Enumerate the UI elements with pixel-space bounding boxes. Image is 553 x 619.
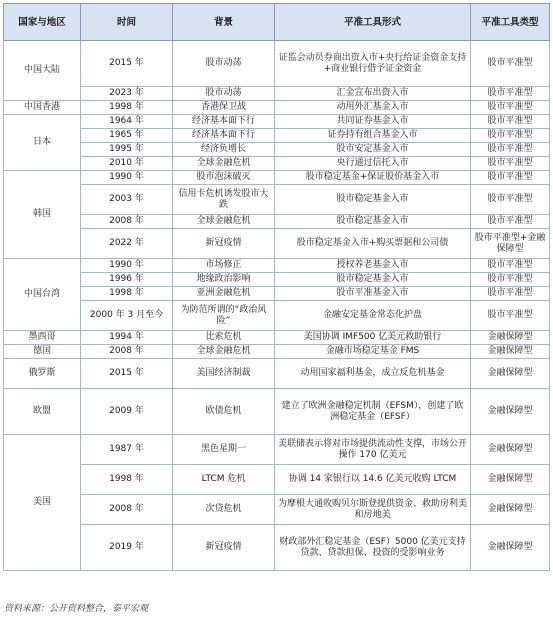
time-cell: 1990 年 <box>81 171 173 185</box>
tool-form-cell: 股市稳定基金入市 <box>275 215 471 229</box>
header-time: 时间 <box>81 4 173 41</box>
table-row <box>4 345 550 359</box>
time-cell: 2000 年 3 月至今 <box>81 301 173 331</box>
time-cell: 2008 年 <box>81 495 173 525</box>
tool-type-cell: 金融保障型 <box>471 525 550 571</box>
background-cell: 股市动荡 <box>173 87 275 101</box>
header-region: 国家与地区 <box>4 4 81 41</box>
table-row <box>4 115 550 129</box>
background-cell: 信用卡危机诱发股市大跌 <box>173 185 275 215</box>
table-row <box>4 301 550 331</box>
tool-form-cell: 协调 14 家银行以 14.6 亿美元收购 LTCM <box>275 465 471 495</box>
tool-form-cell: 建立了欧洲金融稳定机制（EFSM），创建了欧洲稳定基金（EFSF） <box>275 389 471 435</box>
tool-type-cell: 股市平准型+金融保障型 <box>471 229 550 259</box>
tool-type-cell: 股市平准型 <box>471 101 550 115</box>
background-cell: 美国经济制裁 <box>173 359 275 389</box>
time-cell: 1965 年 <box>81 129 173 143</box>
tool-form-cell: 股市稳定基金入市 <box>275 185 471 215</box>
table-row <box>4 171 550 185</box>
tool-type-cell: 股市平准型 <box>471 215 550 229</box>
tool-form-cell: 美国协调 IMF500 亿美元救助银行 <box>275 331 471 345</box>
tool-form-cell: 股市安定基金入市 <box>275 143 471 157</box>
tool-type-cell: 股市平准型 <box>471 41 550 87</box>
region-cell: 俄罗斯 <box>4 359 81 389</box>
time-cell: 1990 年 <box>81 259 173 273</box>
header-tool-form: 平准工具形式 <box>275 4 471 41</box>
background-cell: 欧债危机 <box>173 389 275 435</box>
tool-form-cell: 共同证券基金入市 <box>275 115 471 129</box>
tool-type-cell: 金融保障型 <box>471 495 550 525</box>
time-cell: 1987 年 <box>81 435 173 465</box>
table-row <box>4 435 550 465</box>
tool-type-cell: 股市平准型 <box>471 301 550 331</box>
region-cell: 韩国 <box>4 171 81 259</box>
source-note: 资料来源：公开资料整合，泰平宏观 <box>4 604 149 614</box>
tool-form-cell: 证监会动员券商出资入市+央行给证金资金支持+商业银行借予证金资金 <box>275 41 471 87</box>
table-row <box>4 389 550 435</box>
time-cell: 1998 年 <box>81 101 173 115</box>
tool-type-cell: 股市平准型 <box>471 273 550 287</box>
tool-form-cell: 金融市场稳定基金 FMS <box>275 345 471 359</box>
tool-form-cell: 美联储表示将对市场提供流动性支撑，市场公开操作 170 亿美元 <box>275 435 471 465</box>
tool-type-cell: 金融保障型 <box>471 345 550 359</box>
tool-form-cell: 金融安定基金常态化护盘 <box>275 301 471 331</box>
table-row <box>4 129 550 143</box>
tool-form-cell: 央行通过信托入市 <box>275 157 471 171</box>
tool-type-cell: 股市平准型 <box>471 287 550 301</box>
table-row <box>4 157 550 171</box>
time-cell: 1996 年 <box>81 273 173 287</box>
tool-type-cell: 股市平准型 <box>471 129 550 143</box>
background-cell: 地缘政治影响 <box>173 273 275 287</box>
background-cell: 新冠疫情 <box>173 525 275 571</box>
background-cell: 经济基本面下行 <box>173 115 275 129</box>
tool-type-cell: 股市平准型 <box>471 171 550 185</box>
table-row <box>4 465 550 495</box>
table-row <box>4 525 550 571</box>
time-cell: 1964 年 <box>81 115 173 129</box>
header-tool-type: 平准工具类型 <box>471 4 550 41</box>
table-row <box>4 215 550 229</box>
tool-form-cell: 汇金宣布出资入市 <box>275 87 471 101</box>
table-row <box>4 273 550 287</box>
tool-type-cell: 金融保障型 <box>471 331 550 345</box>
background-cell: 亚洲金融危机 <box>173 287 275 301</box>
time-cell: 2008 年 <box>81 215 173 229</box>
time-cell: 2010 年 <box>81 157 173 171</box>
background-cell: 次贷危机 <box>173 495 275 525</box>
tool-type-cell: 金融保障型 <box>471 465 550 495</box>
table-row <box>4 495 550 525</box>
tool-type-cell: 股市平准型 <box>471 87 550 101</box>
policy-table <box>3 3 550 571</box>
background-cell: 香港保卫战 <box>173 101 275 115</box>
region-cell: 中国大陆 <box>4 41 81 101</box>
time-cell: 1995 年 <box>81 143 173 157</box>
background-cell: 市场修正 <box>173 259 275 273</box>
tool-form-cell: 授权养老基金入市 <box>275 259 471 273</box>
tool-type-cell: 股市平准型 <box>471 157 550 171</box>
background-cell: 股市动荡 <box>173 41 275 87</box>
time-cell: 1994 年 <box>81 331 173 345</box>
background-cell: 全球金融危机 <box>173 215 275 229</box>
table-row <box>4 87 550 101</box>
region-cell: 墨西哥 <box>4 331 81 345</box>
time-cell: 2008 年 <box>81 345 173 359</box>
region-cell: 德国 <box>4 345 81 359</box>
background-cell: 比索危机 <box>173 331 275 345</box>
time-cell: 2023 年 <box>81 87 173 101</box>
region-cell: 欧盟 <box>4 389 81 435</box>
region-cell: 中国台湾 <box>4 259 81 331</box>
time-cell: 1998 年 <box>81 465 173 495</box>
table-row <box>4 229 550 259</box>
table-row <box>4 41 550 87</box>
background-cell: 经济基本面下行 <box>173 129 275 143</box>
tool-form-cell: 股市平准基金入市 <box>275 287 471 301</box>
table-row <box>4 331 550 345</box>
tool-form-cell: 股市稳定基金入市 <box>275 273 471 287</box>
background-cell: 经济负增长 <box>173 143 275 157</box>
table-row <box>4 185 550 215</box>
tool-form-cell: 动用外汇基金入市 <box>275 101 471 115</box>
background-cell: 为防范所谓的“政治风险” <box>173 301 275 331</box>
table-row <box>4 259 550 273</box>
tool-form-cell: 证券持有组合基金入市 <box>275 129 471 143</box>
time-cell: 1998 年 <box>81 287 173 301</box>
tool-type-cell: 金融保障型 <box>471 359 550 389</box>
region-cell: 美国 <box>4 435 81 571</box>
background-cell: 股市泡沫破灭 <box>173 171 275 185</box>
table-header-row <box>4 4 550 41</box>
table-row <box>4 287 550 301</box>
tool-form-cell: 为摩根大通收购贝尔斯登提供资金、救助房利美和房地美 <box>275 495 471 525</box>
time-cell: 2003 年 <box>81 185 173 215</box>
time-cell: 2019 年 <box>81 525 173 571</box>
tool-type-cell: 股市平准型 <box>471 143 550 157</box>
background-cell: 黑色星期一 <box>173 435 275 465</box>
tool-type-cell: 股市平准型 <box>471 115 550 129</box>
tool-type-cell: 股市平准型 <box>471 185 550 215</box>
time-cell: 2022 年 <box>81 229 173 259</box>
tool-type-cell: 金融保障型 <box>471 435 550 465</box>
region-cell: 中国香港 <box>4 101 81 115</box>
tool-type-cell: 股市平准型 <box>471 259 550 273</box>
time-cell: 2015 年 <box>81 359 173 389</box>
table-row <box>4 143 550 157</box>
region-cell: 日本 <box>4 115 81 171</box>
tool-type-cell: 金融保障型 <box>471 389 550 435</box>
tool-form-cell: 股市稳定基金入市+购买票据和公司债 <box>275 229 471 259</box>
header-background: 背景 <box>173 4 275 41</box>
background-cell: 全球金融危机 <box>173 157 275 171</box>
background-cell: 新冠疫情 <box>173 229 275 259</box>
time-cell: 2015 年 <box>81 41 173 87</box>
background-cell: LTCM 危机 <box>173 465 275 495</box>
tool-form-cell: 动用国家福利基金，成立反危机基金 <box>275 359 471 389</box>
tool-form-cell: 财政部外汇稳定基金（ESF）5000 亿美元支持贷款、贷款担保、投资的受影响业务 <box>275 525 471 571</box>
background-cell: 全球金融危机 <box>173 345 275 359</box>
tool-form-cell: 股市稳定基金+保证股价基金入市 <box>275 171 471 185</box>
table-row <box>4 359 550 389</box>
table-row <box>4 101 550 115</box>
time-cell: 2009 年 <box>81 389 173 435</box>
